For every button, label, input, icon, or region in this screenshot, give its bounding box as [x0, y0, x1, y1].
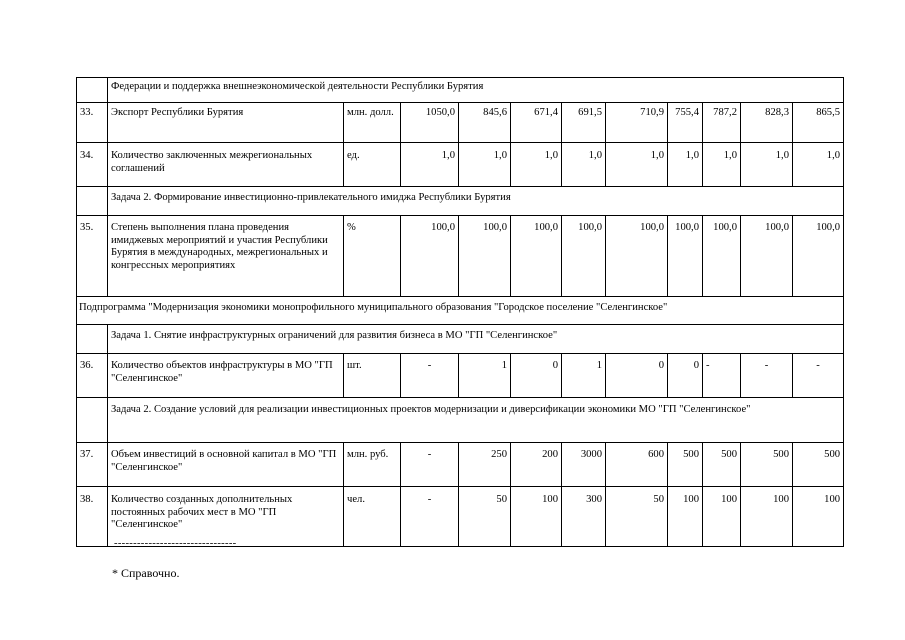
table-row	[77, 354, 844, 398]
row-number: 34.	[77, 143, 108, 187]
value-cell: 787,2	[703, 103, 741, 143]
value-cell: 1	[459, 354, 511, 398]
value-cell: 100	[668, 487, 703, 547]
value-cell: 100,0	[562, 216, 606, 297]
value-cell: 200	[511, 443, 562, 487]
row-number-cell	[77, 187, 108, 216]
value-cell: 710,9	[606, 103, 668, 143]
value-cell: 671,4	[511, 103, 562, 143]
value-cell: 600	[606, 443, 668, 487]
value-cell: 1,0	[562, 143, 606, 187]
indicator-name: Объем инвестиций в основной капитал в МО "ГП "Селенгинское"	[108, 443, 344, 487]
value-cell: 1,0	[793, 143, 844, 187]
value-cell: -	[741, 354, 793, 398]
task-heading: Задача 1. Снятие инфраструктурных ограничений для развития бизнеса в МО "ГП "Селенгинское"	[108, 325, 844, 354]
value-cell: 755,4	[668, 103, 703, 143]
footnote-separator: --------------------------------	[114, 538, 237, 549]
table-row	[77, 187, 844, 216]
value-cell: 1050,0	[401, 103, 459, 143]
value-cell: 1,0	[741, 143, 793, 187]
value-cell: 50	[606, 487, 668, 547]
value-cell: -	[793, 354, 844, 398]
table-row	[77, 78, 844, 103]
value-cell: 500	[793, 443, 844, 487]
indicator-name: Экспорт Республики Бурятия	[108, 103, 344, 143]
value-cell: 500	[741, 443, 793, 487]
value-cell: 100,0	[459, 216, 511, 297]
indicator-name: Количество заключенных межрегиональных соглашений	[108, 143, 344, 187]
unit: %	[344, 216, 401, 297]
unit: млн. долл.	[344, 103, 401, 143]
table-row	[77, 325, 844, 354]
table-row	[77, 398, 844, 443]
value-cell: 300	[562, 487, 606, 547]
footnote-text: * Справочно.	[112, 566, 180, 580]
indicator-name: Количество созданных дополнительных постоянных рабочих мест в МО "ГП "Селенгинское"	[108, 487, 344, 547]
subprogram-heading: Подпрограмма "Модернизация экономики монопрофильного муниципального образования "Городское поселение "Селенгинское"	[77, 297, 844, 325]
value-cell: 100,0	[741, 216, 793, 297]
row-number-cell	[77, 325, 108, 354]
value-cell: 1,0	[703, 143, 741, 187]
value-cell: 100,0	[668, 216, 703, 297]
value-cell: 100	[793, 487, 844, 547]
table-row	[77, 297, 844, 325]
value-cell: -	[401, 487, 459, 547]
value-cell: 0	[511, 354, 562, 398]
row-number: 37.	[77, 443, 108, 487]
value-cell: 1,0	[401, 143, 459, 187]
unit: чел.	[344, 487, 401, 547]
unit: шт.	[344, 354, 401, 398]
value-cell: 1	[562, 354, 606, 398]
value-cell: 845,6	[459, 103, 511, 143]
value-cell: -	[401, 443, 459, 487]
value-cell: 100,0	[511, 216, 562, 297]
row-number-cell	[77, 78, 108, 103]
table-row	[77, 103, 844, 143]
continuation-text: Федерации и поддержка внешнеэкономической деятельности Республики Бурятия	[108, 78, 844, 103]
row-number: 35.	[77, 216, 108, 297]
value-cell: 828,3	[741, 103, 793, 143]
value-cell: 100,0	[401, 216, 459, 297]
indicators-table	[76, 77, 844, 547]
unit: ед.	[344, 143, 401, 187]
row-number-cell	[77, 398, 108, 443]
value-cell: -	[703, 354, 741, 398]
row-number: 33.	[77, 103, 108, 143]
unit: млн. руб.	[344, 443, 401, 487]
value-cell: 1,0	[511, 143, 562, 187]
value-cell: 100	[741, 487, 793, 547]
value-cell: 100,0	[606, 216, 668, 297]
row-number: 36.	[77, 354, 108, 398]
row-number: 38.	[77, 487, 108, 547]
indicator-name: Количество объектов инфраструктуры в МО "ГП "Селенгинское"	[108, 354, 344, 398]
value-cell: 100	[703, 487, 741, 547]
table-row	[77, 143, 844, 187]
value-cell: 0	[606, 354, 668, 398]
indicator-name: Степень выполнения плана проведения имиджевых мероприятий и участия Республики Бурятия в международных, межрегиональных и конгрессных мероприятиях	[108, 216, 344, 297]
value-cell: 100	[511, 487, 562, 547]
task-heading: Задача 2. Формирование инвестиционно-привлекательного имиджа Республики Бурятия	[108, 187, 844, 216]
table-row	[77, 216, 844, 297]
task-heading: Задача 2. Создание условий для реализации инвестиционных проектов модернизации и диверсификации экономики МО "ГП "Селенгинское"	[108, 398, 844, 443]
value-cell: 500	[703, 443, 741, 487]
value-cell: 865,5	[793, 103, 844, 143]
table-row	[77, 443, 844, 487]
value-cell: 0	[668, 354, 703, 398]
value-cell: 100,0	[793, 216, 844, 297]
value-cell: 250	[459, 443, 511, 487]
value-cell: 1,0	[606, 143, 668, 187]
value-cell: 1,0	[459, 143, 511, 187]
value-cell: 1,0	[668, 143, 703, 187]
value-cell: 50	[459, 487, 511, 547]
value-cell: 691,5	[562, 103, 606, 143]
value-cell: -	[401, 354, 459, 398]
value-cell: 3000	[562, 443, 606, 487]
value-cell: 500	[668, 443, 703, 487]
value-cell: 100,0	[703, 216, 741, 297]
